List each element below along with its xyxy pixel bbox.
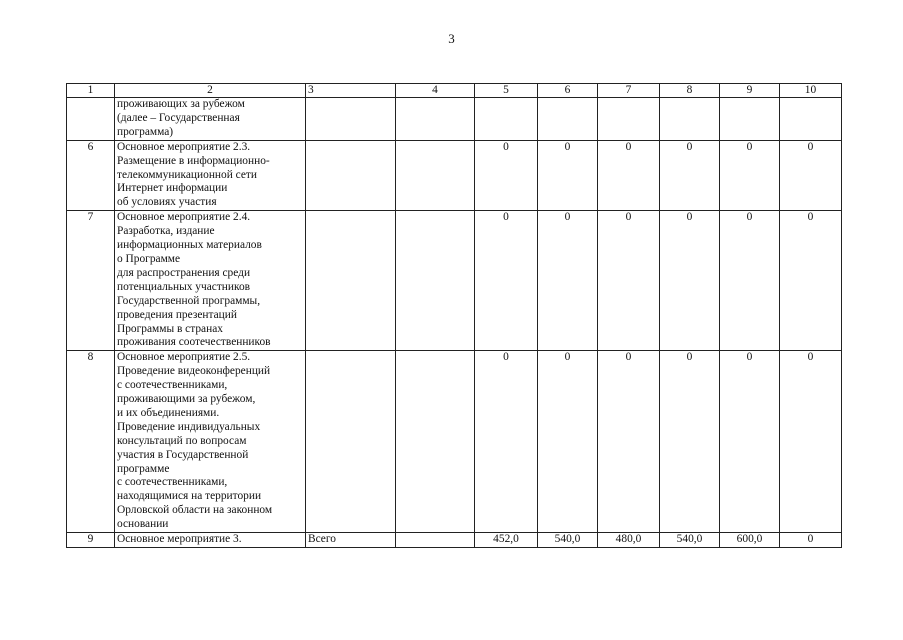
activity-name-line: основании (117, 518, 169, 531)
header-cell-1: 1 (67, 84, 115, 98)
activity-name-line: проведения презентаций (117, 308, 237, 321)
activity-name-line: об условиях участия (117, 196, 217, 209)
row-number-cell (67, 98, 115, 141)
activity-name-line: проживающих за рубежом (117, 98, 245, 110)
activity-name-line: телекоммуникационной сети (117, 168, 257, 181)
activity-name-line: для распространения среди (117, 266, 251, 279)
row-number-cell: 9 (67, 533, 115, 548)
funding-source-cell (306, 351, 396, 533)
header-cell-6: 6 (538, 84, 598, 98)
activity-name-line: программе (117, 462, 170, 475)
table-row (67, 533, 842, 548)
page-number: 3 (448, 31, 455, 46)
activity-name-line: Разработка, издание (117, 225, 215, 238)
activity-name-line: Основное мероприятие 2.3. (117, 140, 251, 153)
value-cell-col-5: 0 (475, 211, 538, 351)
activity-name-line: проживающими за рубежом, (117, 393, 256, 406)
value-cell-col-10: 0 (780, 140, 842, 211)
value-cell-col-7: 0 (598, 140, 660, 211)
activity-name-line: программа) (117, 125, 174, 138)
value-cell-col-9: 0 (720, 140, 780, 211)
funding-source-cell (306, 140, 396, 211)
value-cell-col-9 (720, 98, 780, 141)
activity-name-line: (далее – Государственная (117, 111, 240, 124)
column-4-cell (396, 140, 475, 211)
value-cell-col-8: 0 (660, 351, 720, 533)
header-cell-4: 4 (396, 84, 475, 98)
column-4-cell (396, 98, 475, 141)
value-cell-col-6: 0 (538, 351, 598, 533)
header-cell-5: 5 (475, 84, 538, 98)
activity-name-line: участия в Государственной (117, 448, 249, 461)
funding-source-cell: Всего (306, 533, 396, 548)
value-cell-col-5 (475, 98, 538, 141)
row-number-cell: 7 (67, 211, 115, 351)
activity-name-line: с соотечественниками, (117, 379, 228, 392)
funding-source-cell (306, 98, 396, 141)
value-cell-col-8: 0 (660, 211, 720, 351)
value-cell-col-5: 452,0 (475, 533, 538, 548)
value-cell-col-9: 0 (720, 351, 780, 533)
activity-name-line: Программы в странах (117, 322, 223, 335)
value-cell-col-6: 0 (538, 211, 598, 351)
header-cell-8: 8 (660, 84, 720, 98)
row-number-cell: 8 (67, 351, 115, 533)
value-cell-col-5: 0 (475, 140, 538, 211)
program-table (66, 83, 842, 548)
header-cell-9: 9 (720, 84, 780, 98)
activity-name-line: Основное мероприятие 3. (117, 533, 242, 546)
activity-name-line: Орловской области на законном (117, 504, 273, 517)
value-cell-col-5: 0 (475, 351, 538, 533)
activity-name-line: проживания соотечественников (117, 336, 271, 349)
value-cell-col-8 (660, 98, 720, 141)
activity-name-line: консультаций по вопросам (117, 434, 247, 447)
table-body (67, 84, 842, 548)
activity-name-cell (115, 98, 306, 141)
activity-name-cell (115, 351, 306, 533)
value-cell-col-8: 540,0 (660, 533, 720, 548)
value-cell-col-8: 0 (660, 140, 720, 211)
value-cell-col-10: 0 (780, 533, 842, 548)
activity-name-line: Размещение в информационно- (117, 154, 270, 167)
header-row (67, 84, 842, 98)
table-row (67, 211, 842, 351)
column-4-cell (396, 351, 475, 533)
activity-name-line: находящимися на территории (117, 490, 262, 503)
activity-name-line: Основное мероприятие 2.5. (117, 351, 251, 364)
activity-name-cell (115, 533, 306, 548)
header-cell-3: 3 (306, 84, 396, 98)
activity-name-line: Проведение видеоконференций (117, 365, 271, 378)
row-number-cell: 6 (67, 140, 115, 211)
activity-name-cell (115, 140, 306, 211)
value-cell-col-7: 0 (598, 351, 660, 533)
activity-name-line: Основное мероприятие 2.4. (117, 211, 251, 224)
value-cell-col-10: 0 (780, 211, 842, 351)
activity-name-line: Проведение индивидуальных (117, 420, 261, 433)
value-cell-col-10 (780, 98, 842, 141)
value-cell-col-6: 540,0 (538, 533, 598, 548)
value-cell-col-7 (598, 98, 660, 141)
activity-name-line: потенциальных участников (117, 280, 251, 293)
value-cell-col-7: 480,0 (598, 533, 660, 548)
value-cell-col-10: 0 (780, 351, 842, 533)
activity-name-cell (115, 211, 306, 351)
column-4-cell (396, 211, 475, 351)
activity-name-line: Интернет информации (117, 182, 228, 195)
column-4-cell (396, 533, 475, 548)
value-cell-col-7: 0 (598, 211, 660, 351)
activity-name-line: Государственной программы, (117, 294, 261, 307)
header-cell-10: 10 (780, 84, 842, 98)
table-row (67, 98, 842, 141)
activity-name-line: и их объединениями. (117, 406, 220, 419)
header-cell-7: 7 (598, 84, 660, 98)
activity-name-line: с соотечественниками, (117, 476, 228, 489)
value-cell-col-9: 600,0 (720, 533, 780, 548)
table-row (67, 140, 842, 211)
activity-name-line: информационных материалов (117, 239, 262, 252)
value-cell-col-9: 0 (720, 211, 780, 351)
activity-name-line: о Программе (117, 252, 181, 265)
table-row (67, 351, 842, 533)
value-cell-col-6 (538, 98, 598, 141)
header-cell-2: 2 (115, 84, 306, 98)
value-cell-col-6: 0 (538, 140, 598, 211)
funding-source-cell (306, 211, 396, 351)
